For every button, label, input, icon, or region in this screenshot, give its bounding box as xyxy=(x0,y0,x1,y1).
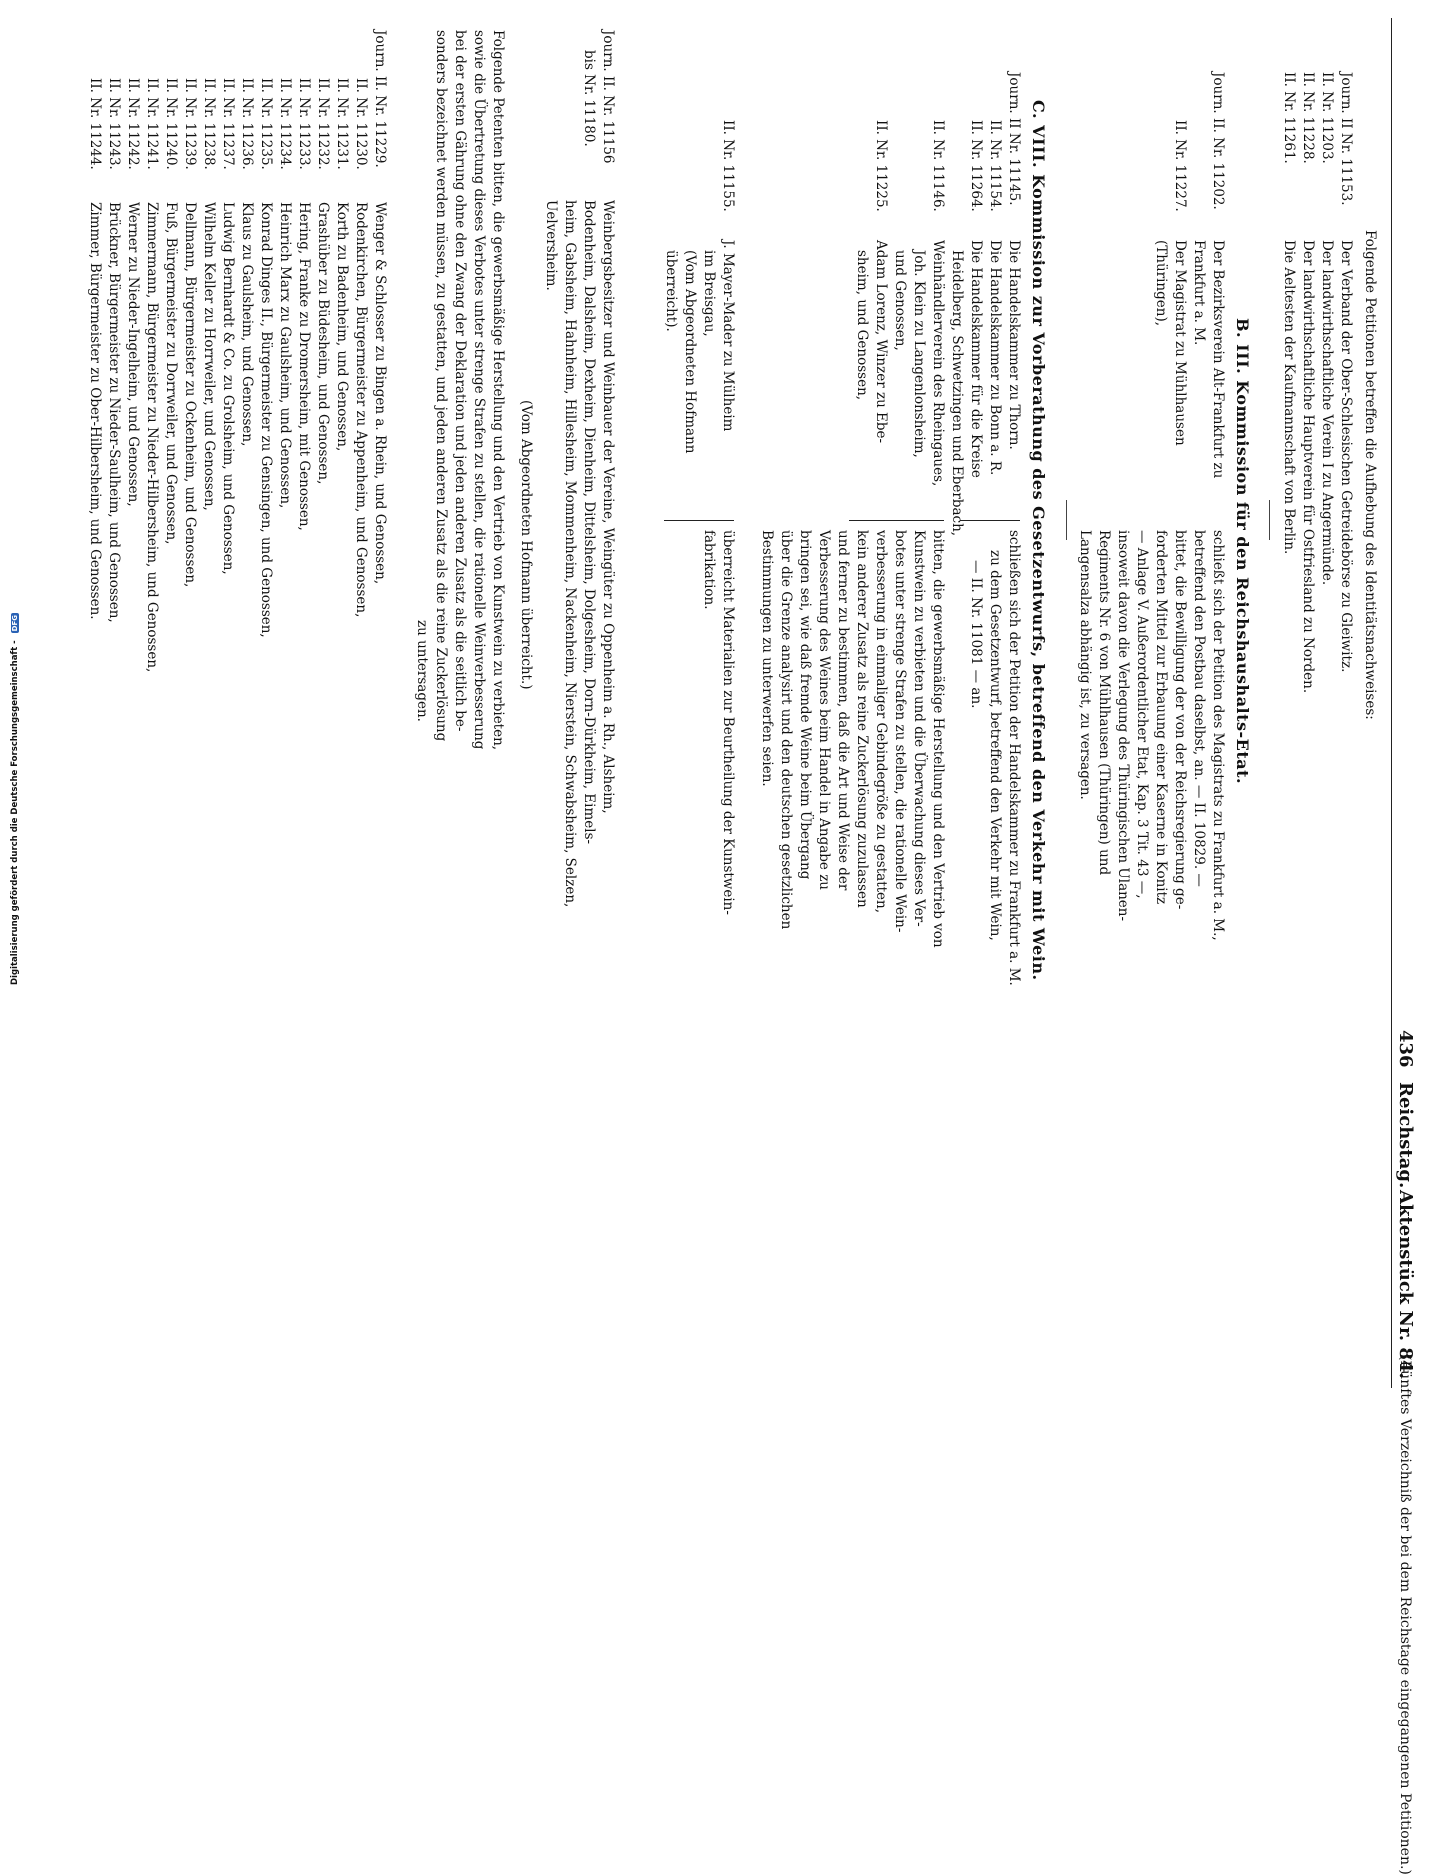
list-item-ref: II. Nr. 11243. xyxy=(106,78,122,170)
list-item-right: schließt sich der Petition des Magistrats zu Frankfurt a. M., xyxy=(1210,530,1226,941)
list-item-ref: II. Nr. 11146. xyxy=(930,120,946,212)
text-line: Folgende Petenten bitten, die gewerbsmäßige Herstellung und den Vertrieb von Kunstwein zu verbieten, xyxy=(490,30,506,751)
list-item-right: insoweit davon die Verlegung des Thüringischen Ulanen- xyxy=(1115,530,1131,922)
dfg-logo: DFG xyxy=(11,614,19,632)
list-item-text: Grashüber zu Büdesheim, und Genossen, xyxy=(315,202,331,485)
text-line: — II. Nr. 11081 — an. xyxy=(968,560,984,709)
text-line: Kunstwein zu verbieten und die Überwachung dieses Ver- xyxy=(911,530,927,927)
section-d-note: (Vom Abgeordneten Hofmann überreicht.) xyxy=(518,400,534,690)
list-item-right: — Anlage V. Außerordentlicher Etat, Kap. 3 Tit. 43 —, xyxy=(1134,530,1150,899)
list-item-text: überreicht). xyxy=(663,250,679,332)
page-number: 436 xyxy=(1395,1030,1416,1068)
list-item-ref: Journ. II Nr. 11145. xyxy=(1006,72,1022,206)
section-c-heading: C. VIII. Kommission zur Vorberathung des Gesetzentwurfs, betreffend den Verkehr mit Wein. xyxy=(1029,100,1048,981)
text-line: botes unter strenge Strafen zu stellen, die rationelle Wein- xyxy=(892,530,908,933)
text-line: schließen sich der Petition der Handelskammer zu Frankfurt a. M. xyxy=(1006,530,1022,986)
list-item-ref: II. Nr. 11228. xyxy=(1300,72,1316,164)
header-subtitle: (Fünftes Verzeichniß der bei dem Reichstage eingegangenen Petitionen.) xyxy=(1397,1355,1413,1875)
list-item-ref: II. Nr. 11241. xyxy=(144,78,160,170)
list-item-ref: Journ. II Nr. 11153. xyxy=(1338,72,1354,206)
list-item-text: Weinhändlerverein des Rheingaues, xyxy=(930,240,946,487)
funding-credit-text: Digitalisierung gefördert durch die Deutsche Forschungsgemeinschaft - xyxy=(10,640,20,985)
header-title: Reichstag. xyxy=(1395,1082,1416,1189)
text-line: zu untersagen. xyxy=(414,620,430,722)
text-line: zu dem Gesetzentwurf, betreffend den Verkehr mit Wein, xyxy=(987,550,1003,941)
list-item-text: Fuß, Bürgermeister zu Dorrweiler, und Genossen, xyxy=(163,202,179,545)
bracket-line xyxy=(849,520,944,521)
list-item-ref: II. Nr. 11261. xyxy=(1281,72,1297,164)
text-line: bei der ersten Gährung ohne den Zwang der Deklaration und jeden anderen Zusatz als die seitlich be- xyxy=(452,30,468,732)
list-item-left: (Thüringen), xyxy=(1153,240,1169,327)
separator-dash xyxy=(1066,500,1067,540)
list-item-text: Joh. Klein zu Langenlonsheim, xyxy=(911,250,927,458)
list-item-text: Die Handelskammer zu Bonn a. R. xyxy=(987,240,1003,476)
list-item-text: sheim, und Genossen, xyxy=(854,250,870,401)
section-b-heading: B. III. Kommission für den Reichshaushalts-Etat. xyxy=(1233,318,1252,785)
list-item-text: Zimmer, Bürgermeister zu Ober-Hilbersheim, und Genossen. xyxy=(87,202,103,620)
list-item-left: Frankfurt a. M. xyxy=(1191,240,1207,346)
text-line: kein anderer Zusatz als reine Zuckerlösung zuzulassen xyxy=(854,530,870,908)
text-line: Bestimmungen zu unterwerfen seien. xyxy=(759,530,775,787)
aktenstueck-number: Aktenstück Nr. 84. xyxy=(1395,1190,1416,1379)
list-item-left: Der Magistrat zu Mühlhausen xyxy=(1172,240,1188,446)
list-item-text: J. Mayer-Mader zu Mülheim xyxy=(720,240,736,432)
list-item-text: Dellmann, Bürgermeister zu Ockenheim, und Genossen, xyxy=(182,202,198,588)
list-item-text: im Breisgau, xyxy=(701,250,717,337)
list-item-ref: II. Nr. 11242. xyxy=(125,78,141,170)
list-item-text: Zimmermann, Bürgermeister zu Nieder-Hilbersheim, und Genossen, xyxy=(144,202,160,673)
list-item-ref: II. Nr. 11234. xyxy=(277,78,293,170)
list-item-ref: II. Nr. 11238. xyxy=(201,78,217,170)
text-line: sonders bezeichnet werden müssen, zu gestatten, und jeden anderen Zusatz als die reine Zuckerlösung xyxy=(433,30,449,742)
list-item-text: Der landwirthschaftliche Verein I zu Angermünde. xyxy=(1319,240,1335,586)
list-item-ref: II. Nr. 11154. xyxy=(987,120,1003,212)
list-item-ref: Journ. II. Nr. 11202. xyxy=(1210,72,1226,210)
list-item-text: Der landwirthschaftliche Hauptverein für Ostfriesland zu Norden. xyxy=(1300,240,1316,694)
list-item-ref: II. Nr. 11240. xyxy=(163,78,179,170)
bracket-line xyxy=(664,520,734,521)
list-item-text: Ludwig Bernhardt & Co. zu Grolsheim, und Genossen, xyxy=(220,202,236,575)
list-item-ref: II. Nr. 11203. xyxy=(1319,72,1335,164)
list-item-ref: II. Nr. 11155. xyxy=(720,120,736,212)
text-line: verbesserung in einmaliger Gebindegröße zu gestatten, xyxy=(873,530,889,914)
text-line: bitten, die gewerbsmäßige Herstellung und den Vertrieb von xyxy=(930,530,946,948)
section-a-intro: Folgende Petitionen betreffen die Aufhebung des Identitätsnachweises: xyxy=(1362,230,1378,720)
list-item-ref: Journ. II. Nr. 11229. xyxy=(372,30,388,168)
list-item-text: Heidelberg, Schwetzingen und Eberbach, xyxy=(949,250,965,537)
section-d-ref: Journ. II. Nr. 11156 xyxy=(600,30,616,164)
list-item-text: Die Handelskammer zu Thorn. xyxy=(1006,240,1022,450)
list-item-text: Wenger & Schlosser zu Bingen a. Rhein, und Genossen, xyxy=(372,202,388,585)
list-item-ref: II. Nr. 11232. xyxy=(315,78,331,170)
bracket-line xyxy=(960,520,1020,521)
text-line: überreicht Materialien zur Beurtheilung der Kunstwein- xyxy=(720,530,736,915)
list-item-text: Die Aeltesten der Kaufmannschaft von Berlin. xyxy=(1281,240,1297,555)
list-item-ref: II. Nr. 11239. xyxy=(182,78,198,170)
list-item-right: Regiments Nr. 6 von Mühlhausen (Thüringen) und xyxy=(1096,530,1112,876)
list-item-text: Der Verband der Ober-Schlesischen Getreidebörse zu Gleiwitz. xyxy=(1338,240,1354,673)
list-item-ref: II. Nr. 11230. xyxy=(353,78,369,170)
list-item-text: und Genossen, xyxy=(892,250,908,351)
list-item-right: betreffend den Postbau daselbst, an. — II. 10829. — xyxy=(1191,530,1207,887)
list-item-ref: II. Nr. 11244. xyxy=(87,78,103,170)
list-item-text: (Vom Abgeordneten Hofmann xyxy=(682,250,698,454)
section-d-ref: bis Nr. 11180. xyxy=(581,50,597,147)
text-line: sowie die Übertretung dieses Verbotes unter strenge Strafen zu stellen, die rationelle Weinverbesserung xyxy=(471,30,487,750)
list-item-text: Klaus zu Gaulsheim, und Genossen, xyxy=(239,202,255,447)
separator-dash xyxy=(1269,500,1270,540)
list-item-text: Hering, Franke zu Dromersheim, mit Genossen, xyxy=(296,202,312,531)
list-item-ref: II. Nr. 11264. xyxy=(968,120,984,212)
list-item-text: Heinrich Marx zu Gaulsheim, und Genossen, xyxy=(277,202,293,509)
list-item-ref: II. Nr. 11235. xyxy=(258,78,274,170)
text-line: bringen sei, wie daß fremde Weine beim Übergang xyxy=(797,530,813,880)
section-d-text: heim, Gabsheim, Hahnheim, Hillesheim, Mommenheim, Nackenheim, Nierstein, Schwabsheim, Selzen, xyxy=(562,200,578,908)
list-item-text: Wilhelm Keller zu Horrweiler, und Genossen, xyxy=(201,202,217,511)
footer-rotator xyxy=(4,613,22,985)
list-item-ref: II. Nr. 11231. xyxy=(334,78,350,170)
text-line: über die Grenze analysirt und den deutschen gesetzlichen xyxy=(778,530,794,930)
list-item-right: bittet, die Bewilligung der von der Reichsregierung ge- xyxy=(1172,530,1188,910)
list-item-text: Adam Lorenz, Winzer zu Ebe- xyxy=(873,240,889,444)
section-d-text: Uelversheim. xyxy=(543,200,559,291)
list-item-text: Werner zu Nieder-Ingelheim, und Genossen, xyxy=(125,202,141,507)
section-d-text: Weinbergsbesitzer und Weinbauer der Vereine, Weingüter zu Oppenheim a. Rh., Alsheim, xyxy=(600,200,616,814)
list-item-left: Der Bezirksverein Alt-Frankfurt zu xyxy=(1210,240,1226,479)
list-item-text: Konrad Dinges II., Bürgermeister zu Gensingen, und Genossen, xyxy=(258,202,274,638)
list-item-text: Rodenkirchen, Bürgermeister zu Appenheim, und Genossen, xyxy=(353,202,369,618)
text-line: fabrikation. xyxy=(701,530,717,610)
section-d-text: Bodenheim, Dalsheim, Dexheim, Dienheim, Dittelsheim, Dolgesheim, Dorn-Dürkheim, Eimels- xyxy=(581,200,597,845)
list-item-ref: II. Nr. 11236. xyxy=(239,78,255,170)
list-item-right: Langensalza abhängig ist, zu versagen. xyxy=(1077,530,1093,800)
list-item-ref: II. Nr. 11237. xyxy=(220,78,236,170)
list-item-ref: II. Nr. 11227. xyxy=(1172,120,1188,212)
list-item-text: Die Handelskammer für die Kreise xyxy=(968,240,984,478)
text-line: Verbesserung des Weines beim Handel in Angabe zu xyxy=(816,530,832,891)
list-item-text: Brückner, Bürgermeister zu Nieder-Saulheim, und Genossen, xyxy=(106,202,122,623)
text-line: und ferner zu bestimmen, daß die Art und Weise der xyxy=(835,530,851,891)
header-rule xyxy=(1391,18,1392,1388)
list-item-text: Korth zu Badenheim, und Genossen, xyxy=(334,202,350,452)
list-item-ref: II. Nr. 11233. xyxy=(296,78,312,170)
list-item-ref: II. Nr. 11225. xyxy=(873,120,889,212)
list-item-right: forderten Mittel zur Erbauung einer Kaserne in Konitz xyxy=(1153,530,1169,905)
